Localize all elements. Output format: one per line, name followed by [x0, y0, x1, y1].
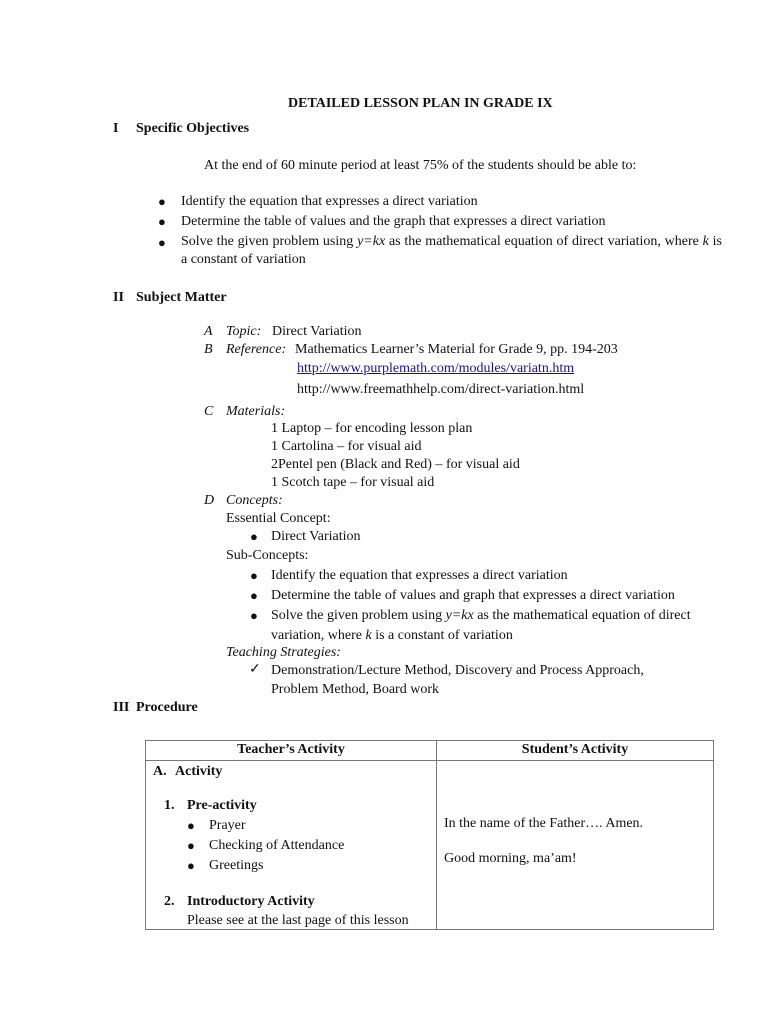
section-3-number: III: [113, 700, 130, 715]
material-item: 1 Laptop – for encoding lesson plan: [271, 421, 473, 436]
materials-label: Materials:: [226, 404, 286, 419]
student-activity-header: Student’s Activity: [437, 741, 714, 761]
teacher-activity-header: Teacher’s Activity: [146, 741, 437, 761]
reference-value: Mathematics Learner’s Material for Grade 9, pp. 194-203: [295, 342, 618, 357]
table-row: [146, 761, 714, 930]
section-2-number: II: [113, 290, 124, 305]
reference-label: Reference:: [226, 342, 287, 357]
teaching-strategies-line-1: Demonstration/Lecture Method, Discovery and Process Approach,: [271, 663, 644, 678]
topic-letter: A: [204, 324, 213, 339]
topic-value: Direct Variation: [272, 324, 362, 339]
bullet-icon: ●: [250, 568, 258, 583]
sub-concept-item-continued: variation, where k is a constant of variation: [271, 628, 513, 643]
teaching-strategies-label: Teaching Strategies:: [226, 645, 341, 660]
pre-activity-item: Checking of Attendance: [209, 838, 345, 853]
student-response: In the name of the Father…. Amen.: [444, 816, 644, 831]
bullet-icon: ●: [250, 608, 258, 623]
section-2-heading: Subject Matter: [136, 290, 227, 305]
teaching-strategies-line-2: Problem Method, Board work: [271, 682, 439, 697]
objective-3: Solve the given problem using y=kx as the mathematical equation of direct variation, where k is a constant of variation: [181, 234, 723, 267]
material-item: 1 Scotch tape – for visual aid: [271, 475, 435, 490]
sub-concept-item: Solve the given problem using y=kx as the mathematical equation of direct: [271, 608, 691, 623]
bullet-icon: ●: [187, 818, 195, 833]
essential-concept-item: Direct Variation: [271, 529, 361, 544]
student-activity-cell: [437, 761, 714, 930]
activity-label: Activity: [175, 764, 223, 779]
topic-label: Topic:: [226, 324, 262, 339]
objectives-intro: At the end of 60 minute period at least 75% of the students should be able to:: [204, 158, 637, 173]
reference-link-freemathhelp: http://www.freemathhelp.com/direct-variation.html: [297, 382, 585, 397]
sub-concept-item: Determine the table of values and graph that expresses a direct variation: [271, 588, 675, 603]
reference-link-purplemath[interactable]: http://www.purplemath.com/modules/variatn.htm: [297, 361, 575, 376]
bullet-icon: ●: [158, 194, 166, 209]
objective-2: Determine the table of values and the graph that expresses a direct variation: [181, 214, 606, 229]
reference-letter: B: [204, 342, 213, 357]
teacher-activity-cell: [146, 761, 437, 930]
bullet-icon: ●: [187, 838, 195, 853]
pre-activity-label: Pre-activity: [187, 798, 257, 813]
student-response: Good morning, ma’am!: [444, 851, 577, 866]
sub-concept-item: Identify the equation that expresses a direct variation: [271, 568, 568, 583]
concepts-label: Concepts:: [226, 493, 283, 508]
essential-concept-label: Essential Concept:: [226, 511, 331, 526]
material-item: 2Pentel pen (Black and Red) – for visual aid: [271, 457, 520, 472]
introductory-activity-number: 2.: [164, 894, 175, 909]
procedure-table: [145, 740, 714, 930]
bullet-icon: ●: [158, 214, 166, 229]
table-header-row: [146, 741, 714, 761]
sub-concepts-label: Sub-Concepts:: [226, 548, 309, 563]
section-1-number: I: [113, 121, 119, 136]
material-item: 1 Cartolina – for visual aid: [271, 439, 422, 454]
bullet-icon: ●: [250, 588, 258, 603]
bullet-icon: ●: [187, 858, 195, 873]
pre-activity-item: Greetings: [209, 858, 264, 873]
pre-activity-number: 1.: [164, 798, 175, 813]
materials-letter: C: [204, 404, 214, 419]
concepts-letter: D: [204, 493, 215, 508]
section-3-heading: Procedure: [136, 700, 198, 715]
pre-activity-item: Prayer: [209, 818, 246, 833]
bullet-icon: ●: [250, 529, 258, 544]
activity-letter: A.: [153, 764, 167, 779]
page-title: DETAILED LESSON PLAN IN GRADE IX: [288, 96, 553, 111]
introductory-activity-label: Introductory Activity: [187, 894, 315, 909]
bullet-icon: ●: [158, 235, 166, 250]
section-1-heading: Specific Objectives: [136, 121, 250, 136]
introductory-activity-text: Please see at the last page of this lesson: [187, 913, 409, 928]
checkmark-icon: ✓: [249, 662, 261, 677]
objective-1: Identify the equation that expresses a direct variation: [181, 194, 478, 209]
